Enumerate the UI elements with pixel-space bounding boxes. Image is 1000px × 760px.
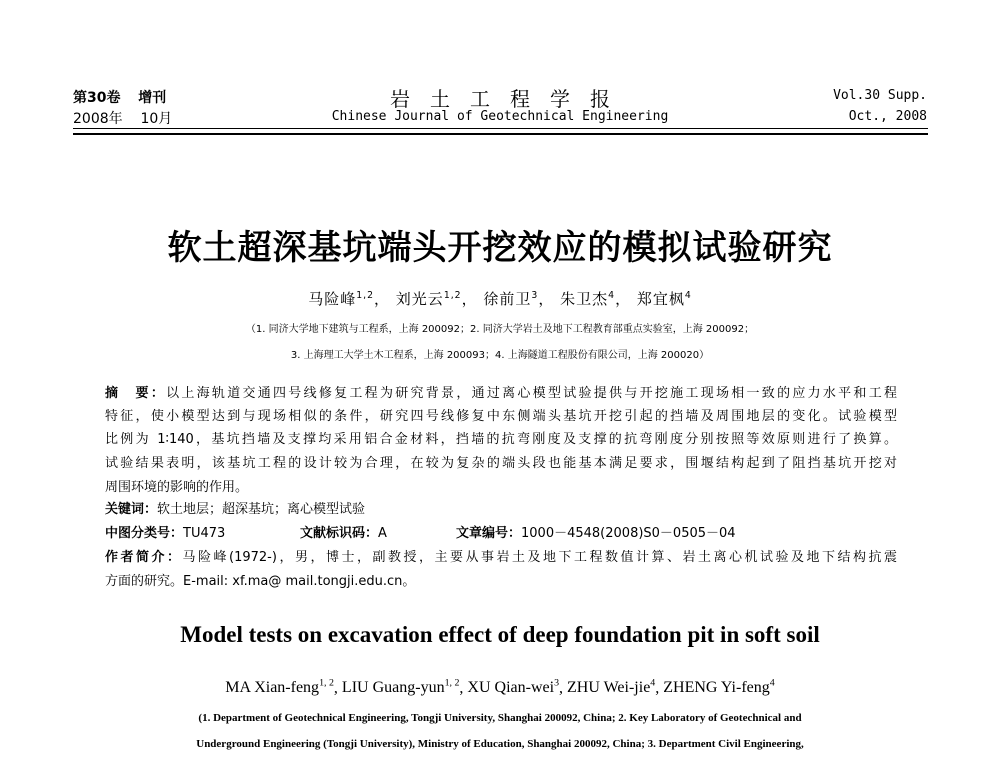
affiliation-cn-line2: 3. 上海理工大学土木工程系，上海 200093；4. 上海隧道工程股份有限公司，上海 200020） [290, 350, 710, 361]
author-bio: 作者简介：马险峰(1972-)，男，博士，副教授，主要从事岩土及地下工程数值计算、岩土离心机试验及地下结构抗震 [105, 550, 897, 565]
article-no [456, 522, 736, 541]
author-cn: 马险峰$^{1,2}$ [308, 290, 374, 308]
keywords-value: 软土地层；超深基坑；离心模型试验 [157, 502, 366, 517]
doc-code [300, 522, 387, 541]
abstract-line: 试验结果表明，该基坑工程的设计较为合理，在较为复杂的端头段也能基本满足要求，围堰结构起到了阻挡基坑开挖对 [105, 456, 897, 471]
abstract-line: 比例为 1∶140，基坑挡墙及支撑均采用铝合金材料，挡墙的抗弯刚度及支撑的抗弯刚度分别按照等效原则进行了换算。 [105, 432, 897, 447]
paper-title-en: Model tests on excavation effect of deep foundation pit in soft soil [180, 622, 820, 647]
affiliation-en-line1: (1. Department of Geotechnical Engineering, Tongji University, Shanghai 200092, China; 2. Key Laboratory of Geotechnical and [198, 712, 802, 724]
keywords [105, 498, 365, 517]
affiliation-cn-line1: （1. 同济大学地下建筑与工程系，上海 200092；2. 同济大学岩土及地下工程教育部重点实验室，上海 200092； [245, 324, 755, 335]
abstract-line: 周围环境的影响的作用。 [105, 480, 249, 495]
author-bio-line2: 方面的研究。E-mail: xf.ma@ mail.tongji.edu.cn。 [105, 574, 416, 589]
author-cn: 刘光云$^{1,2}$ [395, 290, 462, 308]
author-en: ZHU Wei-jie$^4$ [567, 678, 656, 697]
supplement-cn: 增刊 [138, 90, 167, 106]
author-cn: 徐前卫$^3$ [483, 290, 539, 308]
affiliation-en-line2: Underground Engineering (Tongji University), Ministry of Education, Shanghai 200092, China; 3. Department Civil Engineering, [196, 738, 804, 750]
authors-en: MA Xian-feng$^{1, 2}$, LIU Guang-yun$^{1, 2}$, XU Qian-wei$^3$, ZHU Wei-jie$^4$, ZHENG Yi-feng$^4$ [225, 678, 775, 697]
volume-cn: 第30卷 [73, 90, 121, 106]
clc-label: 中图分类号： [105, 526, 184, 541]
article-no-label: 文章编号： [456, 526, 522, 541]
year-cn: 2008年 [73, 111, 123, 127]
abstract-line: 摘 要：以上海轨道交通四号线修复工程为研究背景，通过离心模型试验提供与开挖施工现场相一致的应力水平和工程 [105, 386, 897, 401]
keywords-label: 关键词： [105, 502, 158, 517]
abstract-line: 特征，使小模型达到与现场相似的条件，研究四号线修复中东侧端头基坑开挖引起的挡墙及周围地层的变化。试验模型 [105, 409, 897, 424]
month-cn: 10月 [140, 111, 173, 127]
authors-cn: 马险峰$^{1,2}$， 刘光云$^{1,2}$， 徐前卫$^3$， 朱卫杰$^4$， 郑宜枫$^4$ [308, 290, 692, 308]
header-rule-thick [73, 133, 928, 135]
article-no-value: 1000－4548(2008)S0－0505－04 [521, 526, 736, 541]
paper-title-cn: 软土超深基坑端头开挖效应的模拟试验研究 [167, 228, 833, 268]
date-en: Oct., 2008 [848, 109, 927, 124]
author-en: XU Qian-wei$^3$ [467, 678, 560, 697]
bio-label: 作者简介： [105, 550, 183, 565]
volume-en: Vol.30 Supp. [833, 88, 927, 103]
author-cn: 朱卫杰$^4$ [560, 290, 616, 308]
doc-code-label: 文献标识码： [300, 526, 379, 541]
abstract-label: 摘 要： [105, 386, 167, 401]
author-en: MA Xian-feng$^{1, 2}$ [225, 678, 334, 697]
journal-title-en: Chinese Journal of Geotechnical Engineering [331, 109, 669, 124]
author-cn: 郑宜枫$^4$ [636, 290, 692, 308]
author-en: ZHENG Yi-feng$^4$ [663, 678, 775, 697]
doc-code-value: A [378, 526, 387, 541]
journal-title-cn: 岩 土 工 程 学 报 [390, 87, 610, 111]
classification-line [105, 522, 225, 541]
clc-value: TU473 [183, 526, 226, 541]
author-en: LIU Guang-yun$^{1, 2}$ [341, 678, 460, 697]
header-rule-thin [73, 128, 928, 129]
